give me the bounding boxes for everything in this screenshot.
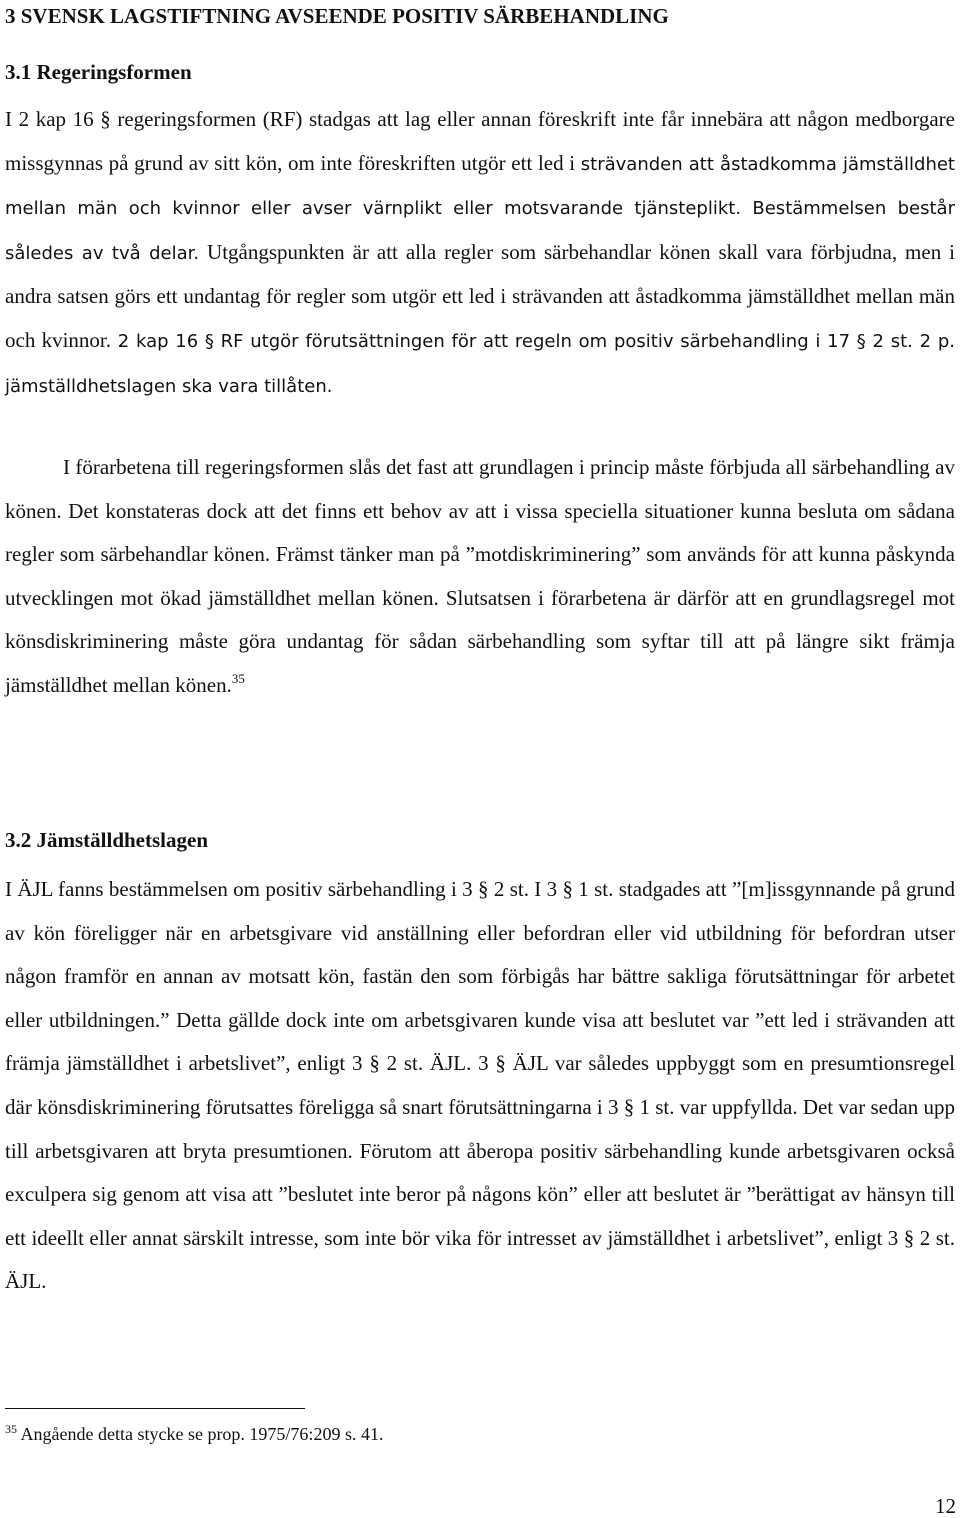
paragraph-ajl: I ÄJL fanns bestämmelsen om positiv särbehandling i 3 § 2 st. I 3 § 1 st. stadgades att ”[m]issgynnande på grund av kön föreligger när en arbetsgivare vid anställning eller befordran eller vid utbildning för befordran utser någon framför en annan av motsatt kön, fastän den som förbigås har bättre sakliga förutsättningar för arbetet eller utbildningen.” Detta gällde dock inte om arbetsgivaren kunde visa att beslutet var ”ett led i strävanden att främja jämställdhet i arbetslivet”, enligt 3 § 2 st. ÄJL. 3 § ÄJL var således uppbyggt som en presumtionsregel där könsdiskriminering förutsattes föreligga så snart förutsättningarna i 3 § 1 st. var uppfyllda. Det var sedan upp till arbetsgivaren att bryta presumtionen. Förutom att åberopa positiv särbehandling kunde arbetsgivaren också exculpera sig genom att visa att ”beslutet inte beror på någons kön” eller att beslutet är ”berättigat av hänsyn till ett ideellt eller annat särskilt intresse, som inte bör vika för intresset av jämställdhet i arbetslivet”, enligt 3 § 2 st. ÄJL. <box>5 877 956 1294</box>
footnote-text: Angående detta stycke se prop. 1975/76:209 s. 41. <box>20 1424 384 1444</box>
paragraph-text: I förarbetena till regeringsformen slås det fast att grundlagen i princip måste förbjuda all särbehandling av könen. Det konstateras dock att det finns ett behov av att i vissa speciella situationer kunna besluta om sådana regler som särbehandlar könen. Främst tänker man på ”motdiskriminering” som används för att kunna påskynda utvecklingen mot ökad jämställdhet mellan könen. Slutsatsen i förarbetena är därför att en grundlagsregel mot könsdiskriminering måste göra undantag för sådan särbehandling som syftar till att på längre sikt främja jämställdhet mellan könen. <box>5 455 955 697</box>
paragraph-rf-intro <box>5 98 955 408</box>
footnote <box>5 1422 383 1446</box>
chapter-heading: 3 SVENSK LAGSTIFTNING AVSEENDE POSITIV SÄRBEHANDLING <box>5 4 669 28</box>
footnote-reference[interactable]: 35 <box>231 670 245 686</box>
footnote-divider <box>5 1408 305 1409</box>
paragraph-text-sans: 2 kap 16 § RF utgör förutsättningen för att regeln om positiv särbehandling i 17 § 2 st. 2 p. jämställdhetslagen ska vara tillåten. <box>5 330 955 397</box>
paragraph-forarbeten <box>5 446 955 708</box>
paragraph-text: Utgångspunkten är att alla regler som särbehandlar könen skall vara förbjudna, men i andra satsen görs ett undantag för regler som utgör ett led i strävanden att åstadkomma jämställdhet mellan män och kvinnor. <box>5 239 956 352</box>
paragraph-text-sans: strävanden att åstadkomma jämställdhet mellan män och kvinnor eller avser värnplikt eller motsvarande tjänsteplikt. Bestämmelsen består således av två delar. <box>5 153 955 264</box>
section-heading-regeringsformen: 3.1 Regeringsformen <box>5 60 192 84</box>
page-number: 12 <box>935 1494 956 1518</box>
section-heading-jamstalldhetslagen: 3.2 Jämställdhetslagen <box>5 828 209 852</box>
paragraph-text: I 2 kap 16 § regeringsformen (RF) stadgas att lag eller annan föreskrift inte får innebära att någon medborgare missgynnas på grund av sitt kön, om inte föreskriften utgör ett led i <box>5 107 955 175</box>
footnote-number: 35 <box>5 1422 17 1436</box>
